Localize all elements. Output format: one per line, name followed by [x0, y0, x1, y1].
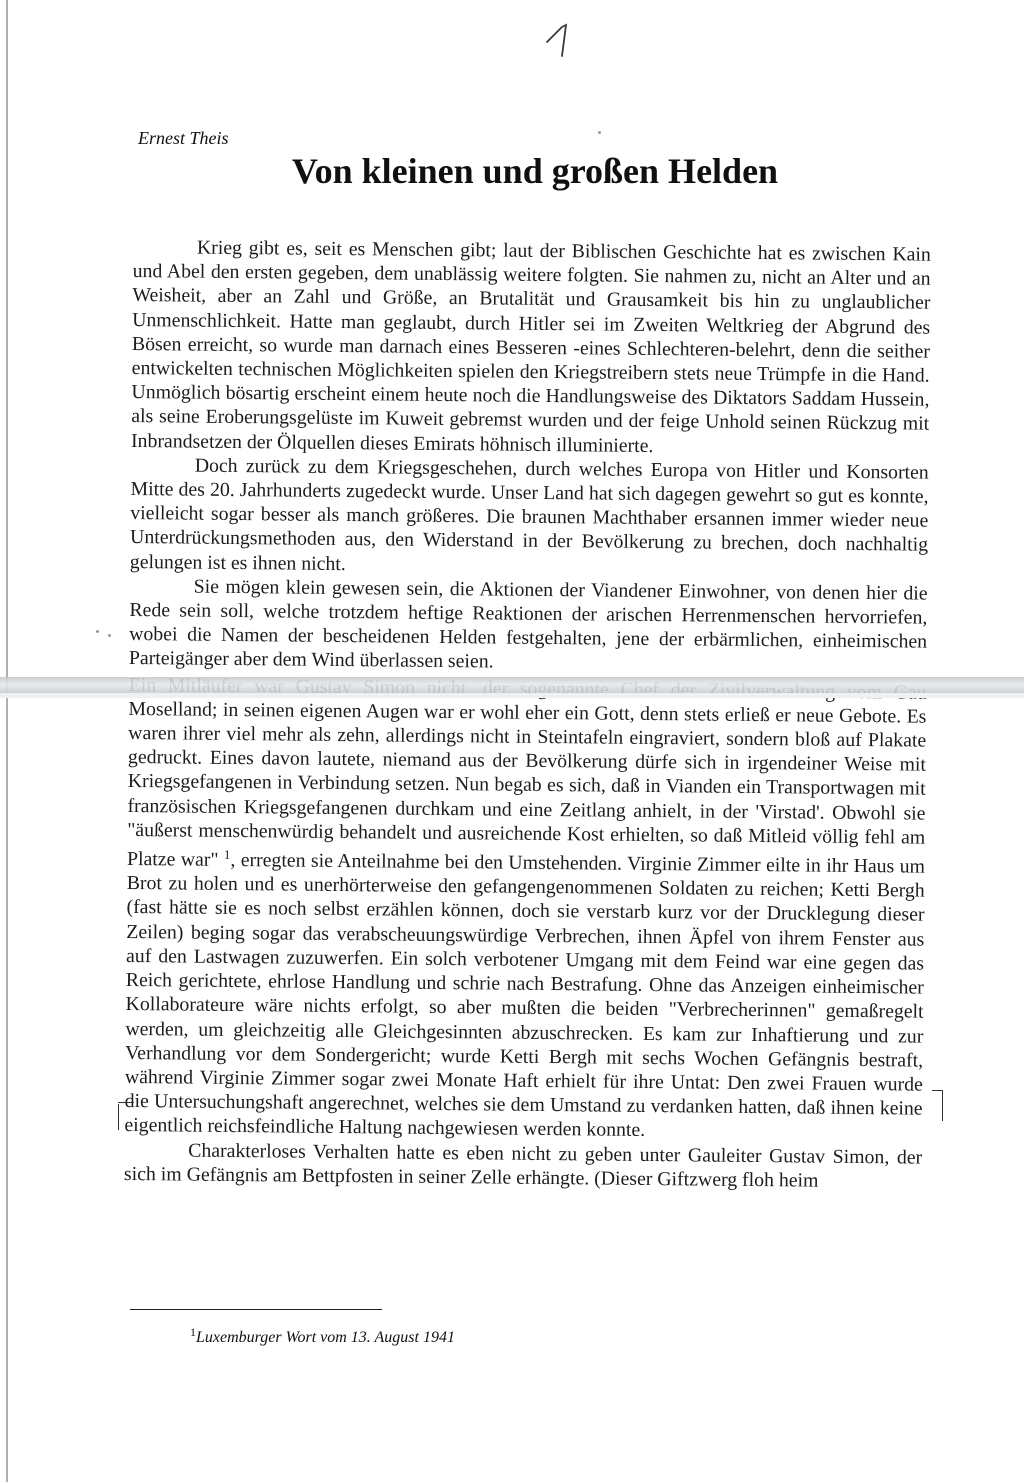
paragraph-2: Doch zurück zu dem Kriegsgeschehen, durch welches Europa von Hitler und Konsorten Mitte des 20. Jahrhunderts zugedeckt wurde. Unser Land hat sich dagegen gewehrt so gut es konnte, vielleicht sogar besser als manch größeres. Die braunen Machthaber ersannen immer wieder neue Unterdrückungsmethoden aus, den Widerstand in der Bevölkerung zu brechen, doch nachhaltig gelungen ist es ihnen nicht.	[129, 454, 929, 575]
paragraph-1: Krieg gibt es, seit es Menschen gibt; laut der Biblischen Geschichte hat es zwischen Kain und Abel den ersten gegeben, dem unablässig weitere folgten. Sie nahmen zu, nicht an Alter und an Weisheit, aber an Zahl und Größe, an Brutalität und Grausamkeit bis hin zu unglaublicher Unmenschlichkeit. Hatte man geglaubt, durch Hitler sei im Zweiten Weltkrieg der Abgrund des Bösen erreicht, so wurde man darnach eines Besseren -eines Schlechteren-belehrt, denn die seither entwickelten technischen Möglichkeiten spielen den Kriegstreibern stets neue Trümpfe in die Hand. Unmöglich bösartig erscheint einem heute noch die Handlungsweise des Diktators Saddam Hussein, als seine Eroberungsgelüste im Kuweit gebremst wurden und der feige Unhold seinen Rückzug mit Inbrandsetzen der Ölquellen dieses Emirats höhnisch illuminierte.	[130, 236, 931, 457]
page-number	[540, 18, 580, 58]
handwritten-page-number	[540, 18, 580, 58]
paragraph-4	[124, 673, 926, 1145]
handwritten-bracket-right	[932, 1090, 943, 1121]
footnote	[190, 1325, 455, 1347]
footnote-text: Luxemburger Wort vom 13. August 1941	[196, 1329, 455, 1346]
scan-speck	[108, 634, 111, 637]
paragraph-3: Sie mögen klein gewesen sein, die Aktionen der Viandener Einwohner, von denen hier die Rede sein soll, welche trotzdem heftige Reaktionen der arischen Herrenmenschen hervorriefen, wobei die Namen der bescheidenen Helden festgehalten, jene der erbärmlichen, einheimischen Parteigänger aber dem Wind überlassen seien.	[128, 575, 928, 673]
scan-speck	[598, 131, 601, 134]
scan-artifact-band	[0, 677, 1024, 693]
article-title: Von kleinen und großen Helden	[291, 151, 779, 191]
paragraph-5: Charakterloses Verhalten hatte es eben nicht zu geben unter Gauleiter Gustav Simon, der sich im Gefängnis am Bettpfosten in seiner Zelle erhängte. (Dieser Giftzwerg floh heim	[123, 1139, 923, 1192]
handwritten-underline-mark	[118, 1102, 134, 1103]
paragraph-4-text-b: , erregten sie Anteilnahme bei den Umstehenden. Virginie Zimmer eilte in ihr Haus um Brot zu holen und es unerhörterweise den gefangengenommenen Soldaten zu reichen; Ketti Bergh (fast hätte sie es noch selbst erzählen können, doch sie verstarb kurz vor der Drucklegung dieser Zeilen) beging sogar das verabscheuungswürdige Verbrechen, ihnen Äpfel von ihrem Fenster aus auf den Lastwagen zuzuwerfen. Ein solch verbotener Umgang mit dem Feind war eine gegen das Reich gerichtete, ehrlose Handlung und schrie nach Bestrafung. Ohne das Anzeigen einheimischer Kollaborateure wäre nichts erfolgt, so aber mußten die beiden "Verbrecherinnen" gemaßregelt werden, um gleichzeitig alle Gleichgesinnten abzuschrecken. Es kam zur Inhaftierung und zur Verhandlung vor dem Sondergericht; wurde Ketti Bergh mit sechs Wochen Gefängnis bestraft, während Virginie Zimmer sogar zwei Monate Haft erhielt für ihre Untat: Den zwei Frauen wurde die Untersuchungshaft angerechnet, welches sie dem Umstand zu verdanken hatten, daß ihnen keine eigentlich reichsfeindliche Haltung nachgewiesen werden konnte.	[124, 849, 926, 1142]
scan-speck	[96, 630, 99, 633]
scan-edge-line	[6, 0, 8, 1482]
article-body	[124, 235, 931, 1194]
footnote-number: 1	[190, 1325, 196, 1339]
handwritten-bracket-left	[118, 1104, 129, 1130]
author-name: Ernest Theis	[138, 128, 229, 148]
footnote-divider	[130, 1309, 382, 1310]
scan-artifact-band-light	[0, 693, 1024, 698]
paragraph-4-text-a: Moselland; in seinen eigenen Augen war er wohl eher ein Gott, denn stets erließ er neue Gebote. Es waren ihrer viel mehr als zehn, allerdings nicht in Steintafeln eingraviert, sondern bloß auf Plakate gedruckt. Eines davon lautete, niemand aus der Bevölkerung dürfe sich in irgendeiner Weise mit Kriegsgefangenen in Verbindung setzen. Nun begab es sich, daß in Vianden ein Transportwagen mit französischen Kriegsgefangenen durchkam und eine Zeitlang anhielt, in der 'Virstad'. Obwohl sie "äußerst menschenwürdig behandelt und ausreichende Kost erhielten, so daß Mitleid völlig fehl am Platze war"	[126, 697, 927, 871]
footnote-reference: 1	[223, 846, 231, 863]
